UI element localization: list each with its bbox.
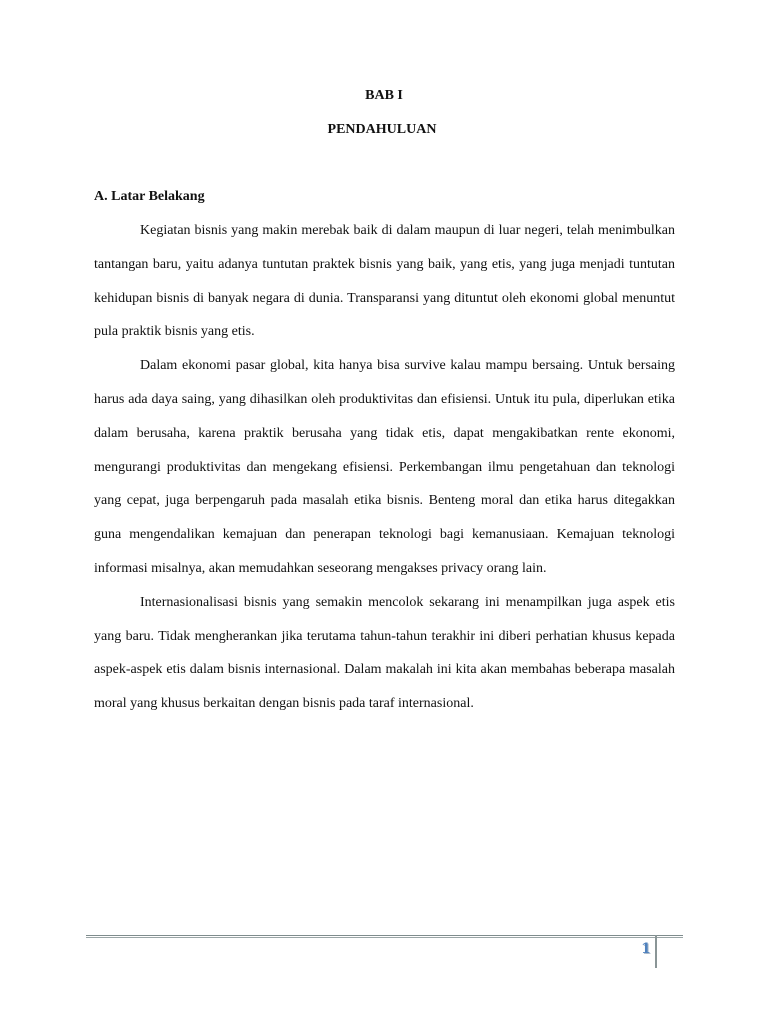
paragraph-1: Kegiatan bisnis yang makin merebak baik di dalam maupun di luar negeri, telah menimbulkan tantangan baru, yaitu adanya tuntutan praktek bisnis yang baik, yang etis, yang juga menjadi tuntutan kehidupan bisnis di banyak negara di dunia. Transparansi yang dituntut oleh ekonomi global menuntut pula praktik bisnis yang etis. — [94, 223, 675, 340]
footer-vertical-divider — [655, 935, 657, 968]
paragraph-2: Dalam ekonomi pasar global, kita hanya bisa survive kalau mampu bersaing. Untuk bersaing harus ada daya saing, yang dihasilkan oleh produktivitas dan efisiensi. Untuk itu pula, diperlukan etika dalam berusaha, karena praktik berusaha yang tidak etis, dapat mengakibatkan rente ekonomi, mengurangi produktivitas dan mengekang efisiensi. Perkembangan ilmu pengetahuan dan teknologi yang cepat, juga berpengaruh pada masalah etika bisnis. Benteng moral dan etika harus ditegakkan guna mengendalikan kemajuan dan penerapan teknologi bagi kemanusiaan. Kemajuan teknologi informasi misalnya, akan memudahkan seseorang mengakses privacy orang lain. — [94, 358, 675, 576]
section-heading: A. Latar Belakang — [94, 189, 205, 204]
footer-divider — [86, 935, 683, 938]
chapter-number-text: BAB I — [365, 88, 403, 103]
body-text — [94, 214, 675, 721]
chapter-title: PENDAHULUAN — [327, 122, 437, 137]
paragraph-3: Internasionalisasi bisnis yang semakin mencolok sekarang ini menampilkan juga aspek etis yang baru. Tidak mengherankan jika terutama tahun-tahun terakhir ini diberi perhatian khusus kepada aspek-aspek etis dalam bisnis internasional. Dalam makalah ini kita akan membahas beberapa masalah moral yang khusus berkaitan dengan bisnis pada taraf internasional. — [94, 594, 675, 712]
page-number: 1 — [641, 941, 651, 957]
